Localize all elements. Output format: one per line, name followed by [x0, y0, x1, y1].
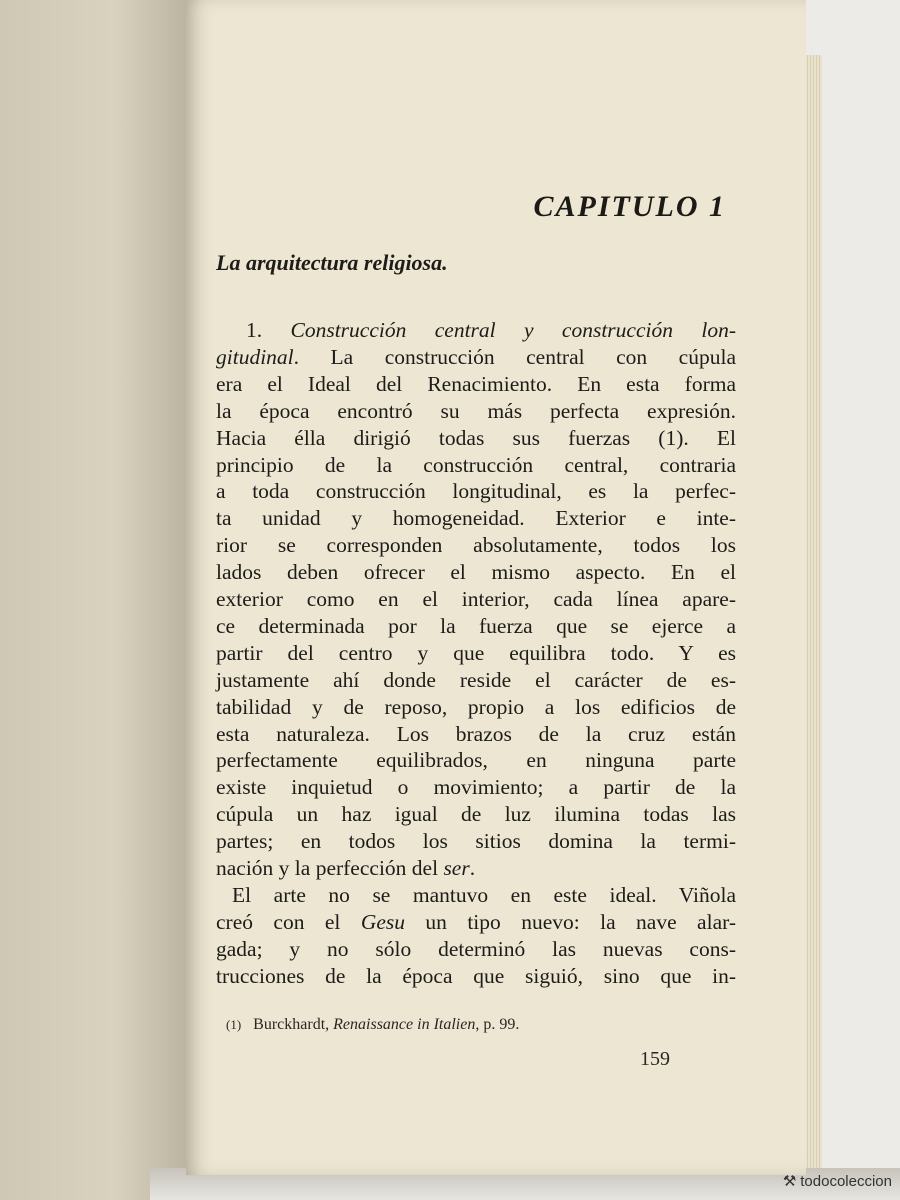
text-run: gada; y no sólo determinó las nuevas cons-	[216, 936, 736, 961]
text-line	[216, 694, 736, 719]
left-page	[0, 0, 190, 1200]
italic-text: Gesu	[360, 909, 405, 934]
text-line	[216, 562, 736, 584]
text-run: .	[469, 856, 476, 880]
text-line	[216, 613, 736, 638]
text-line	[216, 858, 475, 880]
italic-text: gitudinal	[216, 344, 294, 369]
text-line	[216, 936, 736, 961]
left-page-bleed-through	[0, 560, 190, 640]
text-line	[216, 344, 736, 369]
text-run: ce determinada por la fuerza que se ejerce a	[216, 613, 736, 638]
text-line	[216, 667, 736, 692]
text-line	[216, 909, 737, 934]
text-run: era el Ideal del Renacimiento. En esta forma	[216, 371, 736, 396]
footnote-page: , p. 99.	[475, 1016, 520, 1033]
text-line	[246, 320, 736, 342]
text-line	[216, 371, 736, 396]
text-run: la época encontró su más perfecta expresión.	[216, 398, 736, 423]
text-run: existe inquietud o movimiento; a partir de la	[216, 775, 736, 800]
text-run: trucciones de la época que siguió, sino que in-	[216, 963, 736, 988]
text-run: partir del centro y que equilibra todo. Y es	[216, 640, 736, 665]
text-run: Hacia élla dirigió todas sus fuerzas (1). El	[216, 425, 736, 450]
text-run: . La construcción central con cúpula	[293, 344, 736, 369]
text-line	[216, 640, 736, 665]
italic-text: ser	[443, 856, 470, 880]
text-line	[216, 589, 736, 611]
text-line	[216, 963, 736, 988]
text-run: 1.	[246, 318, 291, 342]
text-line	[216, 398, 736, 423]
footnote	[226, 1016, 519, 1034]
section-title: La arquitectura religiosa.	[216, 250, 448, 275]
book-page	[186, 0, 806, 1175]
footnote-author: Burckhardt,	[253, 1016, 334, 1033]
text-run: El arte no se mantuvo en este ideal. Viñola	[232, 882, 736, 907]
text-run: justamente ahí donde reside el carácter de es-	[216, 667, 736, 692]
text-line	[216, 481, 736, 503]
text-line	[216, 535, 736, 557]
text-run: a toda construcción longitudinal, es la perfec-	[216, 479, 736, 504]
text-line	[216, 425, 736, 450]
text-run: lados deben ofrecer el mismo aspecto. En el	[216, 560, 736, 585]
text-run: principio de la construcción central, contraria	[216, 452, 736, 477]
text-line	[216, 452, 736, 477]
gavel-icon: ⚒	[782, 1173, 797, 1190]
watermark	[783, 1172, 892, 1190]
text-run: perfectamente equilibrados, en ninguna parte	[216, 748, 736, 773]
text-line	[216, 777, 736, 799]
text-line	[216, 804, 736, 826]
text-run: esta naturaleza. Los brazos de la cruz están	[216, 721, 736, 746]
text-line	[216, 721, 736, 746]
text-run: exterior como en el interior, cada línea apare-	[216, 587, 736, 611]
watermark-text: todocoleccion	[800, 1173, 892, 1190]
footnote-marker: (1)	[226, 1017, 242, 1032]
text-line	[216, 831, 736, 853]
text-line	[216, 750, 736, 772]
text-run: un tipo nuevo: la nave alar-	[405, 909, 737, 934]
text-run: creó con el	[216, 909, 361, 934]
text-run: nación y la perfección del	[216, 856, 444, 880]
text-run: tabilidad y de reposo, propio a los edificios de	[216, 694, 736, 719]
chapter-title: CAPITULO 1	[533, 190, 726, 223]
footnote-work: Renaissance in Italien	[333, 1016, 476, 1033]
text-line	[232, 882, 736, 907]
page-number: 159	[640, 1048, 670, 1070]
text-line	[216, 508, 736, 530]
italic-text: Construcción central y construcción lon-	[290, 318, 736, 342]
text-run: ta unidad y homogeneidad. Exterior e inte-	[216, 506, 736, 531]
text-run: cúpula un haz igual de luz ilumina todas las	[216, 802, 736, 827]
text-run: rior se corresponden absolutamente, todos los	[216, 533, 736, 558]
text-run: partes; en todos los sitios domina la termi-	[216, 829, 736, 854]
